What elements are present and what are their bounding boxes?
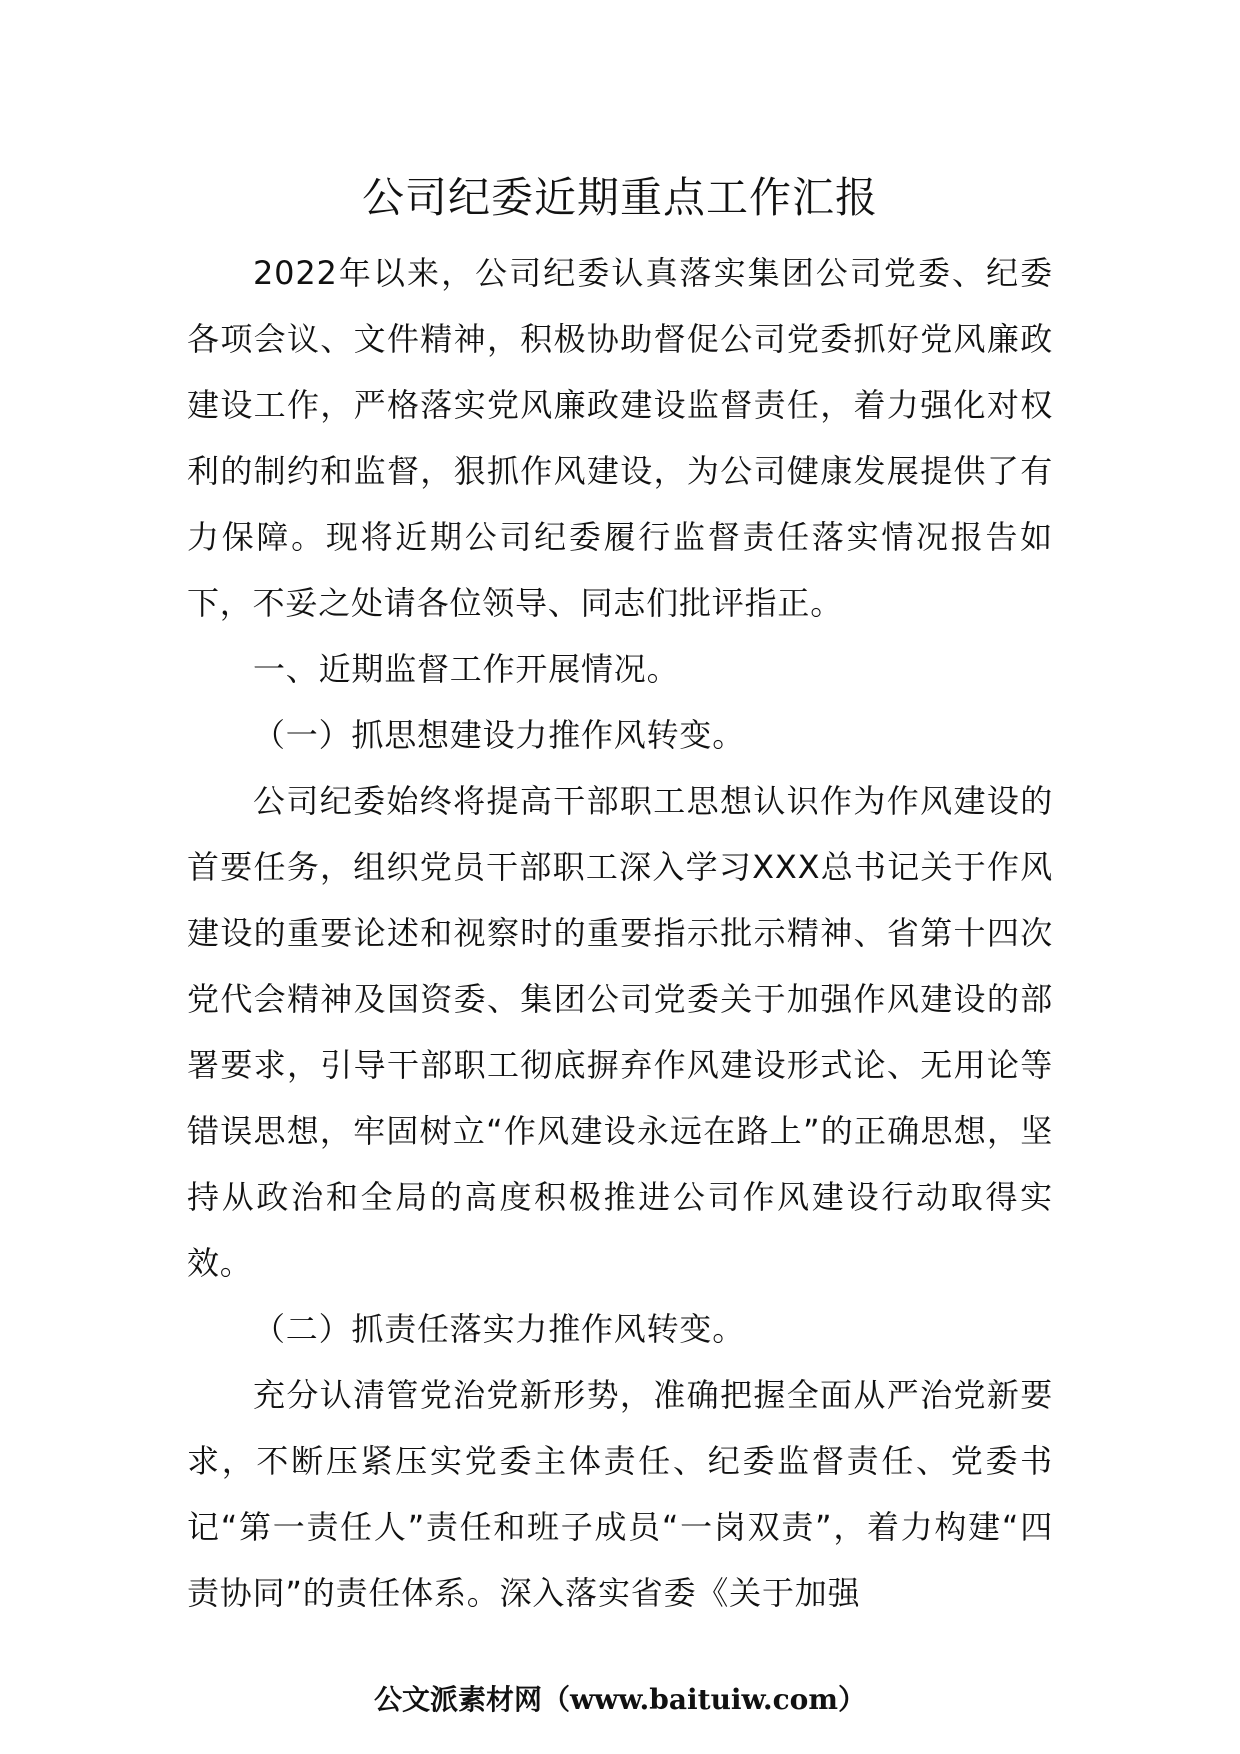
footer-watermark: 公文派素材网（www.baituiw.com）	[374, 1683, 866, 1716]
paragraph-responsibility: 充分认清管党治党新形势，准确把握全面从严治党新要求，不断压紧压实党委主体责任、纪委监督责任、党委书记“第一责任人”责任和班子成员“一岗双责”，着力构建“四责协同”的责任体系。深入落实省委《关于加强	[187, 1376, 1053, 1612]
section-heading-1: 一、近期监督工作开展情况。	[253, 650, 680, 688]
paragraph-intro: 2022年以来，公司纪委认真落实集团公司党委、纪委各项会议、文件精神，积极协助督促公司党委抓好党风廉政建设工作，严格落实党风廉政建设监督责任，着力强化对权利的制约和监督，狠抓作风建设，为公司健康发展提供了有力保障。现将近期公司纪委履行监督责任落实情况报告如下，不妥之处请各位领导、同志们批评指正。	[187, 254, 1053, 622]
document-body	[187, 240, 1053, 1626]
document-title: 公司纪委近期重点工作汇报	[361, 173, 878, 222]
paragraph-ideology: 公司纪委始终将提高干部职工思想认识作为作风建设的首要任务，组织党员干部职工深入学习XXX总书记关于作风建设的重要论述和视察时的重要指示批示精神、省第十四次党代会精神及国资委、集团公司党委关于加强作风建设的部署要求，引导干部职工彻底摒弃作风建设形式论、无用论等错误思想，牢固树立“作风建设永远在路上”的正确思想，坚持从政治和全局的高度积极推进公司作风建设行动取得实效。	[187, 782, 1053, 1282]
subsection-heading-1: （一）抓思想建设力推作风转变。	[253, 716, 746, 754]
subsection-heading-2: （二）抓责任落实力推作风转变。	[253, 1310, 746, 1348]
